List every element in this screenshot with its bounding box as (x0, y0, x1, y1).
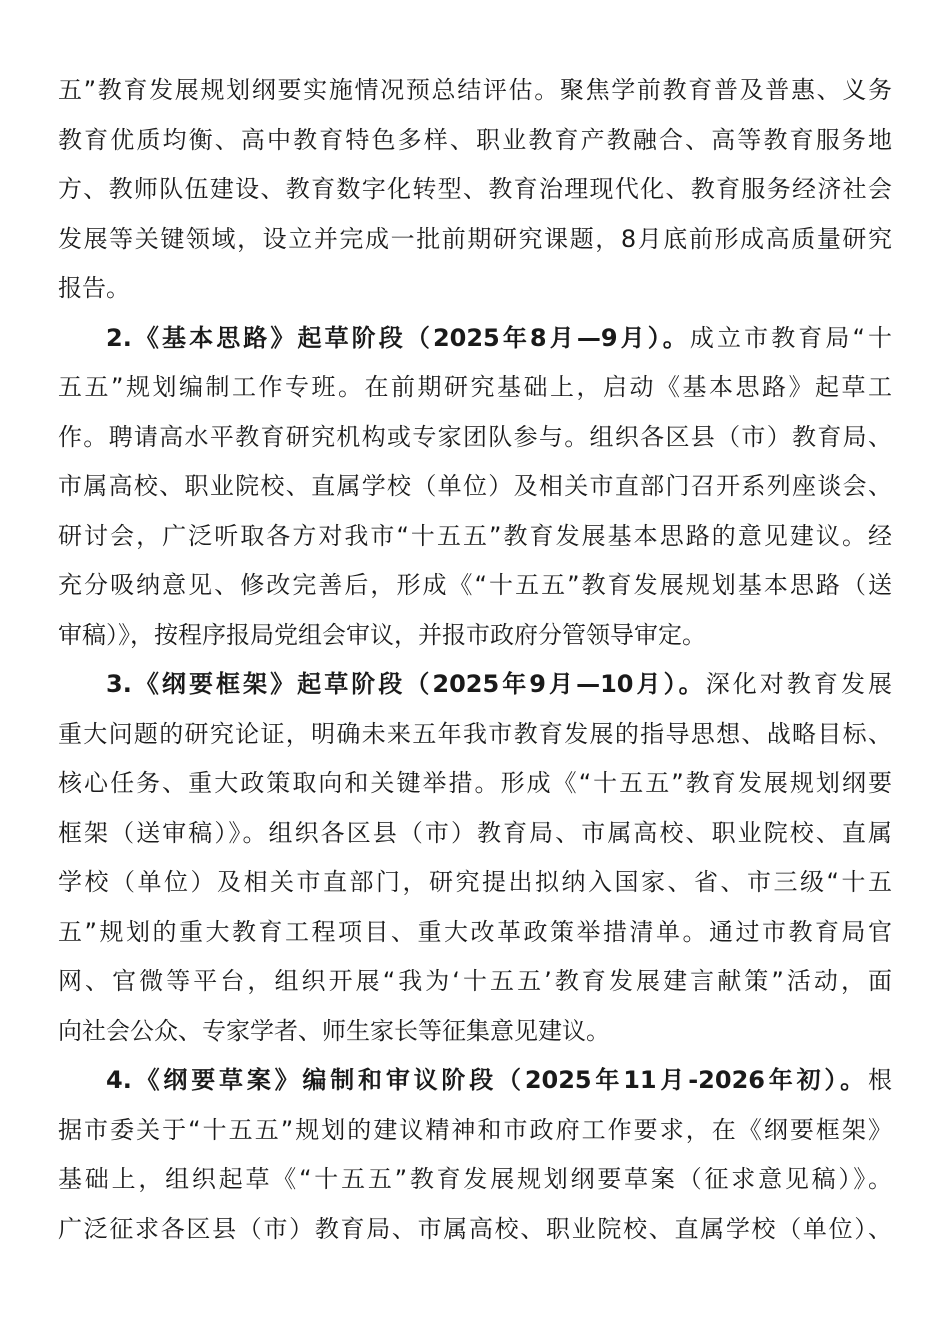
text-line: 向社会公众、专家学者、师生家长等征集意见建议。 (58, 1016, 610, 1045)
text-line: 核心任务、重大政策取向和关键举措。形成《“十五五”教育发展规划纲要 (58, 769, 892, 797)
text-line (58, 1056, 892, 1106)
text-line: 作。聘请高水平教育研究机构或专家团队参与。组织各区县（市）教育局、 (58, 422, 892, 451)
text-line: 教育优质均衡、高中教育特色多样、职业教育产教融合、高等教育服务地 (58, 125, 892, 154)
text-line: 据市委关于“十五五”规划的建议精神和市政府工作要求，在《纲要框架》 (58, 1115, 892, 1144)
text-line: 网、官微等平台，组织开展“我为‘十五五’教育发展建言献策”活动，面 (58, 967, 892, 995)
text-line (58, 660, 892, 710)
section-heading: 3.《纲要框架》起草阶段（2025年9月—10月）。 (106, 670, 706, 698)
paragraph-3 (58, 660, 892, 1056)
text-line: 发展等关键领域，设立并完成一批前期研究课题，8月底前形成高质量研究 (58, 224, 892, 253)
text-line: 基础上，组织起草《“十五五”教育发展规划纲要草案（征求意见稿）》。 (58, 1165, 892, 1193)
text-line: 充分吸纳意见、修改完善后，形成《“十五五”教育发展规划基本思路（送 (58, 571, 892, 599)
text-line (58, 314, 892, 364)
text-line: 五”教育发展规划纲要实施情况预总结评估。聚焦学前教育普及普惠、义务 (58, 76, 892, 104)
text-line: 审稿）》，按程序报局党组会审议，并报市政府分管领导审定。 (58, 620, 706, 649)
section-heading: 2.《基本思路》起草阶段（2025年8月—9月）。 (106, 323, 690, 352)
text-line: 五五”规划编制工作专班。在前期研究基础上，启动《基本思路》起草工 (58, 373, 892, 401)
paragraph-4 (58, 1056, 892, 1254)
text-line: 重大问题的研究论证，明确未来五年我市教育发展的指导思想、战略目标、 (58, 719, 892, 748)
text-line: 广泛征求各区县（市）教育局、市属高校、职业院校、直属学校（单位）、 (58, 1214, 892, 1243)
document-body (58, 66, 892, 1254)
text-run: 成立市教育局“十 (689, 323, 892, 352)
text-run: 深化对教育发展 (705, 670, 892, 698)
text-line: 市属高校、职业院校、直属学校（单位）及相关市直部门召开系列座谈会、 (58, 472, 892, 500)
text-line: 方、教师队伍建设、教育数字化转型、教育治理现代化、教育服务经济社会 (58, 175, 892, 203)
text-line: 学校（单位）及相关市直部门，研究提出拟纳入国家、省、市三级“十五 (58, 868, 892, 896)
text-line: 框架（送审稿）》。组织各区县（市）教育局、市属高校、职业院校、直属 (58, 818, 892, 847)
paragraph-1 (58, 66, 892, 314)
text-line: 五”规划的重大教育工程项目、重大改革政策举措清单。通过市教育局官 (58, 917, 892, 946)
text-line: 报告。 (58, 274, 130, 302)
text-run: 根 (868, 1066, 892, 1094)
section-heading: 4.《纲要草案》编制和审议阶段（2025年11月-2026年初）。 (106, 1066, 868, 1094)
text-line: 研讨会，广泛听取各方对我市“十五五”教育发展基本思路的意见建议。经 (58, 521, 892, 550)
paragraph-2 (58, 314, 892, 661)
